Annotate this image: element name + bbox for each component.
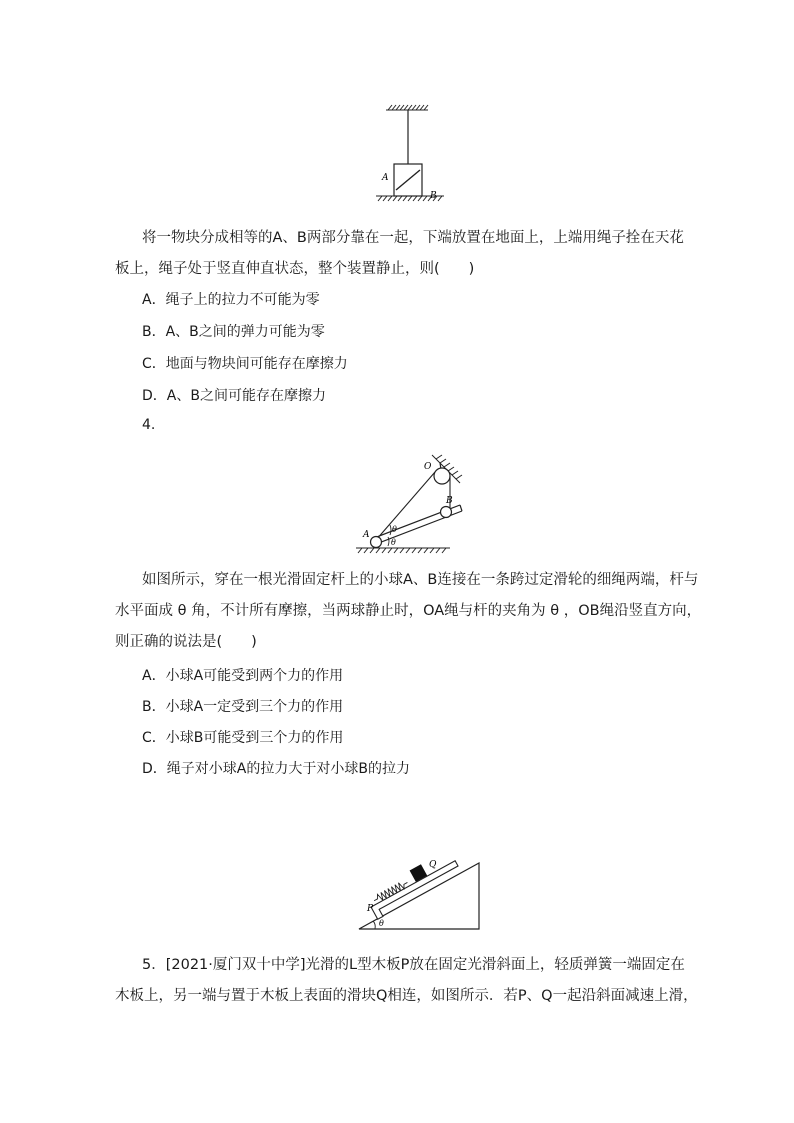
q3-option-b: B．A、B之间的弹力可能为零 <box>142 324 325 340</box>
label-p: P <box>367 904 374 914</box>
label-a: A <box>363 530 370 540</box>
label-a: A <box>382 173 389 183</box>
q4-stem-line1: 如图所示，穿在一根光滑固定杆上的小球A、B连接在一条跨过定滑轮的细绳两端，杆与 <box>142 572 699 588</box>
angle-arc-ground <box>388 537 389 546</box>
q4-option-c: C．小球B可能受到三个力的作用 <box>142 730 344 746</box>
q3-option-c: C．地面与物块间可能存在摩擦力 <box>142 356 348 372</box>
label-q: Q <box>429 860 437 870</box>
q4-figure <box>350 445 470 555</box>
label-o: O <box>424 462 432 472</box>
q3-option-d: D．A、B之间可能存在摩擦力 <box>142 388 326 404</box>
q4-option-b: B．小球A一定受到三个力的作用 <box>142 699 344 715</box>
q5-figure <box>355 845 495 935</box>
q5-stem-line1: 5．[2021·厦门双十中学]光滑的L型木板P放在固定光滑斜面上，轻质弹簧一端固定在 <box>142 957 685 973</box>
q4-option-d: D．绳子对小球A的拉力大于对小球B的拉力 <box>142 761 410 777</box>
rope-oa <box>376 472 435 540</box>
label-theta: θ <box>379 919 384 928</box>
q4-stem-line3: 则正确的说法是( ) <box>115 634 257 650</box>
angle-arc-rope <box>390 525 391 535</box>
ball-a <box>371 537 382 548</box>
ball-b <box>441 507 452 518</box>
pulley <box>434 468 450 484</box>
ground-hatch <box>356 548 450 553</box>
q5-stem-line2: 木板上，另一端与置于木板上表面的滑块Q相连，如图所示．若P、Q一起沿斜面减速上滑， <box>115 988 698 1004</box>
q4-number: 4. <box>142 417 156 433</box>
label-theta-ground: θ <box>391 538 396 547</box>
label-b: B <box>446 496 453 506</box>
q4-stem-line2: 水平面成 θ 角，不计所有摩擦，当两球静止时，OA绳与杆的夹角为 θ ，OB绳沿竖直方向， <box>115 603 702 619</box>
label-theta-rope: θ <box>392 525 397 534</box>
q4-option-a: A．小球A可能受到两个力的作用 <box>142 668 344 684</box>
q3-figure <box>370 100 460 212</box>
ceiling-hatch <box>386 105 428 110</box>
q3-option-a: A．绳子上的拉力不可能为零 <box>142 292 320 308</box>
label-b: B <box>430 191 437 201</box>
q3-stem: 将一物块分成相等的A、B两部分靠在一起，下端放置在地面上，上端用绳子拴在天花板上，绳子处于竖直伸直状态，整个装置静止，则( ) <box>115 230 684 277</box>
